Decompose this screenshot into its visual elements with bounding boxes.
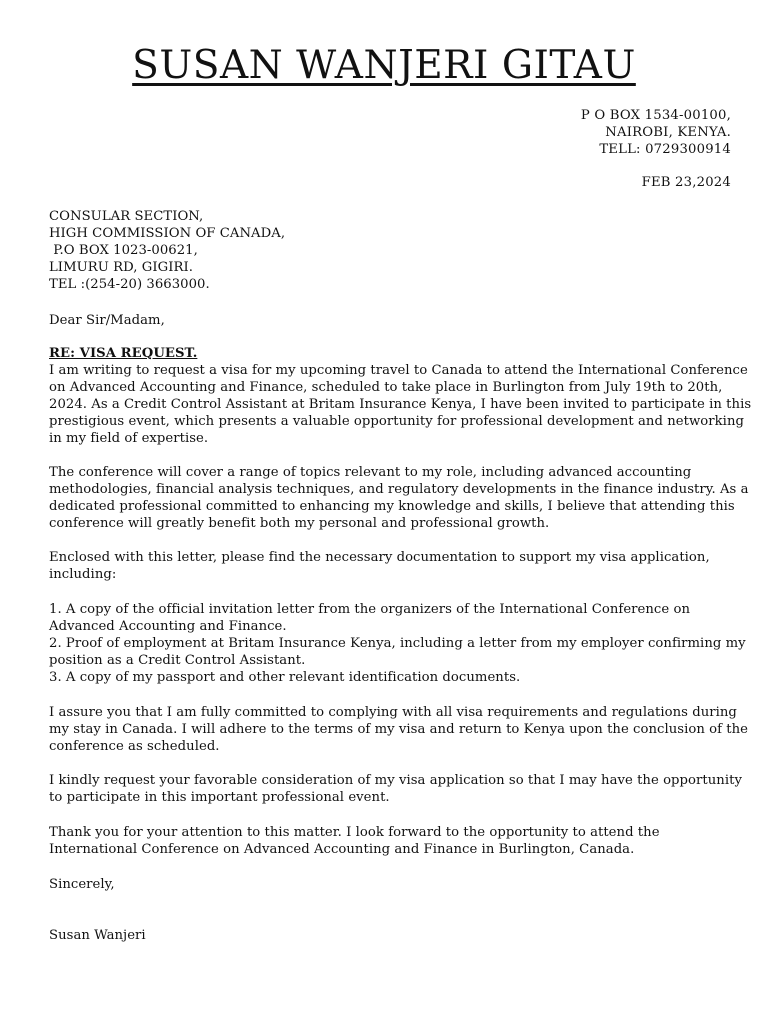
- list-item: 3. A copy of my passport and other relevant identification documents.: [49, 670, 521, 685]
- sender-name-heading: SUSAN WANJERI GITAU: [132, 43, 636, 88]
- signature-name: Susan Wanjeri: [49, 928, 146, 943]
- paragraph-commitment: [49, 704, 749, 755]
- recipient-line: CONSULAR SECTION,: [49, 209, 204, 224]
- salutation: Dear Sir/Madam,: [49, 313, 165, 328]
- paragraph-line: methodologies, financial analysis techniques, and regulatory developments in the finance industry. As a: [49, 482, 749, 497]
- list-item: Advanced Accounting and Finance.: [49, 619, 287, 634]
- paragraph-enclosed: [49, 549, 739, 583]
- paragraph-line: to participate in this important professional event.: [49, 790, 390, 805]
- paragraph-line: in my field of expertise.: [49, 431, 209, 446]
- recipient-address-block: [49, 208, 739, 293]
- paragraph-line: Enclosed with this letter, please find the necessary documentation to support my visa application,: [49, 550, 710, 565]
- paragraph-conference-topics: [49, 464, 749, 532]
- letter-date: FEB 23,2024: [641, 175, 731, 190]
- sender-address-line: NAIROBI, KENYA.: [605, 125, 731, 140]
- sender-address-block: [581, 107, 731, 158]
- recipient-line: HIGH COMMISSION OF CANADA,: [49, 226, 286, 241]
- paragraph-line: conference will greatly benefit both my personal and professional growth.: [49, 516, 550, 531]
- sender-address-line: TELL: 0729300914: [599, 142, 731, 157]
- paragraph-line: including:: [49, 567, 117, 582]
- recipient-line: LIMURU RD, GIGIRI.: [49, 260, 193, 275]
- paragraph-line: dedicated professional committed to enhancing my knowledge and skills, I believe that attending this: [49, 499, 735, 514]
- paragraph-line: Thank you for your attention to this matter. I look forward to the opportunity to attend the: [49, 825, 660, 840]
- paragraph-request: [49, 772, 742, 806]
- list-item: position as a Credit Control Assistant.: [49, 653, 306, 668]
- closing: Sincerely,: [49, 877, 115, 892]
- paragraph-line: on Advanced Accounting and Finance, scheduled to take place in Burlington from July 19th to 20th,: [49, 380, 723, 395]
- paragraph-line: 2024. As a Credit Control Assistant at Britam Insurance Kenya, I have been invited to participate in this: [49, 397, 752, 412]
- list-item: 1. A copy of the official invitation letter from the organizers of the International Conference on: [49, 602, 690, 617]
- list-item: 2. Proof of employment at Britam Insurance Kenya, including a letter from my employer confirming my: [49, 636, 746, 651]
- paragraph-line: conference as scheduled.: [49, 739, 220, 754]
- paragraph-line: I assure you that I am fully committed to complying with all visa requirements and regulations during: [49, 705, 737, 720]
- paragraph-line: International Conference on Advanced Accounting and Finance in Burlington, Canada.: [49, 842, 635, 857]
- sender-address-line: P O BOX 1534-00100,: [580, 108, 731, 123]
- paragraph-line: I kindly request your favorable consideration of my visa application so that I may have the opportunity: [49, 773, 742, 788]
- recipient-line: P.O BOX 1023-00621,: [49, 243, 198, 258]
- paragraph-line: my stay in Canada. I will adhere to the terms of my visa and return to Kenya upon the conclusion of the: [49, 722, 749, 737]
- paragraph-line: prestigious event, which presents a valuable opportunity for professional development and networking: [49, 414, 744, 429]
- subject-line: RE: VISA REQUEST.: [49, 346, 198, 361]
- subject-and-intro: [49, 345, 752, 447]
- recipient-line: TEL :(254-20) 3663000.: [49, 277, 210, 292]
- paragraph-line: I am writing to request a visa for my upcoming travel to Canada to attend the International Conference: [49, 363, 748, 378]
- paragraph-thanks: [49, 824, 739, 858]
- paragraph-line: The conference will cover a range of topics relevant to my role, including advanced accounting: [49, 465, 692, 480]
- document-list: [49, 601, 746, 686]
